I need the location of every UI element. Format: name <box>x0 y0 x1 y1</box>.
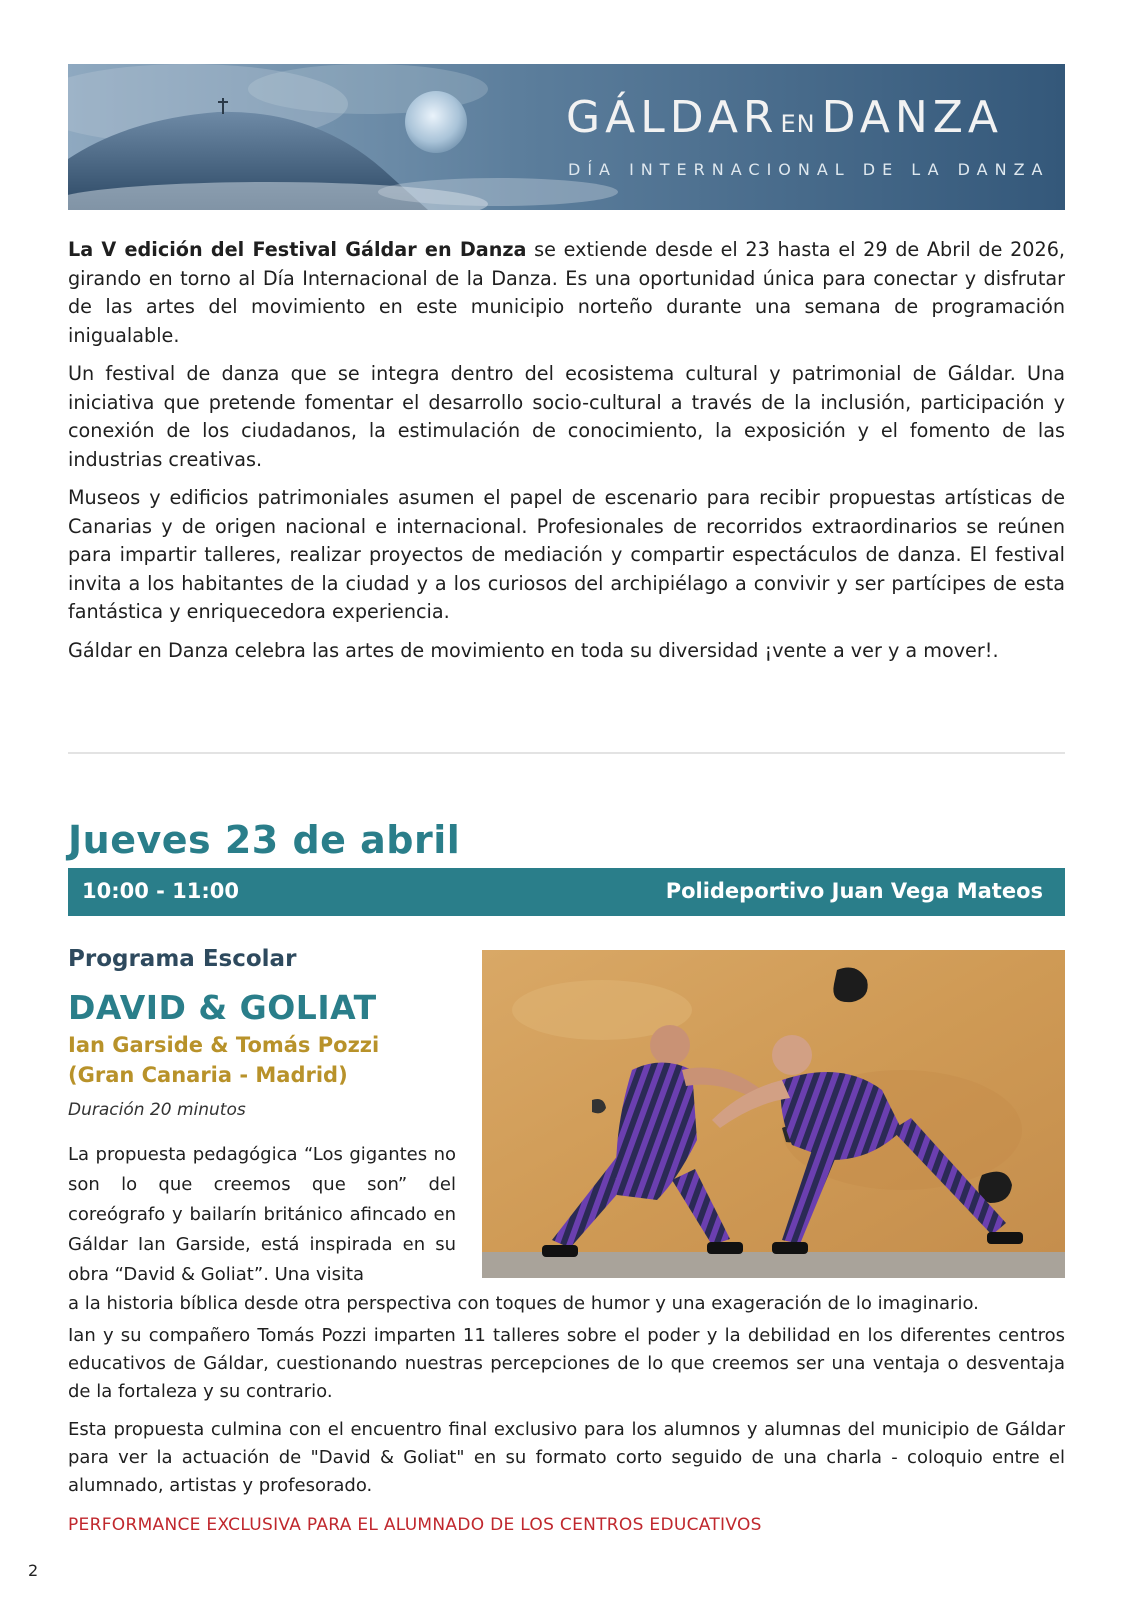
intro-paragraph-3: Museos y edificios patrimoniales asumen el papel de escenario para recibir propuestas artísticas de Canarias y de origen nacional e internacional. Profesionales de recorridos extraordinarios se reúnen para impartir talleres, realizar proyectos de mediación y compartir espectáculos de danza. El festival invita a los habitantes de la ciudad y a los curiosos del archipiélago a convivir y ser partícipes de esta fantástica y enriquecedora experiencia. <box>68 486 1065 623</box>
show-artists <box>68 1030 379 1090</box>
intro-text <box>68 236 1065 675</box>
artist-names: Ian Garside & Tomás Pozzi <box>68 1033 380 1057</box>
event-time: 10:00 - 11:00 <box>82 879 240 903</box>
section-divider <box>68 752 1065 754</box>
exclusive-performance-notice: PERFORMANCE EXCLUSIVA PARA EL ALUMNADO DE LOS CENTROS EDUCATIVOS <box>68 1515 762 1535</box>
program-label: Programa Escolar <box>68 946 297 972</box>
artist-origin: (Gran Canaria - Madrid) <box>68 1063 348 1087</box>
moon-icon <box>405 91 467 153</box>
show-duration: Duración 20 minutos <box>68 1100 246 1120</box>
show-description-2: Ian y su compañero Tomás Pozzi imparten 11 talleres sobre el poder y la debilidad en los diferentes centros educativos de Gáldar, cuestionando nuestras percepciones de lo que creemos ser una ventaja o desventaja de la fortaleza y su contrario. <box>68 1325 1065 1402</box>
show-description-1-continued: a la historia bíblica desde otra perspectiva con toques de humor y una exageración de lo imaginario. <box>68 1293 979 1314</box>
event-schedule-bar <box>68 868 1065 916</box>
intro-paragraph-4: Gáldar en Danza celebra las artes de movimiento en toda su diversidad ¡vente a ver y a mover!. <box>68 638 999 662</box>
intro-paragraph-2: Un festival de danza que se integra dentro del ecosistema cultural y patrimonial de Gáldar. Una iniciativa que pretende fomentar el desarrollo socio-cultural a través de la inclusión, participación y conexión de los ciudadanos, la estimulación de conocimiento, la exposición y el fomento de las industrias creativas. <box>68 362 1065 471</box>
banner-title: GÁLDAREN DANZA <box>566 92 1003 143</box>
show-description-3: Esta propuesta culmina con el encuentro final exclusivo para los alumnos y alumnas del municipio de Gáldar para ver la actuación de "David & Goliat" en su formato corto seguido de una charla - coloquio entre el alumnado, artistas y profesorado. <box>68 1419 1065 1496</box>
show-description-1: La propuesta pedagógica “Los gigantes no son lo que creemos que son” del coreógrafo y bailarín británico afincado en Gáldar Ian Garside, está inspirada en su obra “David & Goliat”. Una visita <box>68 1144 456 1285</box>
banner-subtitle: DÍA INTERNACIONAL DE LA DANZA <box>568 160 1050 179</box>
festival-banner <box>68 64 1065 210</box>
intro-paragraph-1: La V edición del Festival Gáldar en Danza se extiende desde el 23 hasta el 29 de Abril de 2026, girando en torno al Día Internacional de la Danza. Es una oportunidad única para conectar y disfrutar de las artes del movimiento en este municipio norteño durante una semana de programación inigualable. <box>68 238 1066 347</box>
show-title: DAVID & GOLIAT <box>68 988 377 1027</box>
show-photo <box>482 950 1065 1278</box>
page-number: 2 <box>28 1561 39 1580</box>
event-day-heading: Jueves 23 de abril <box>68 818 461 862</box>
event-venue: Polideportivo Juan Vega Mateos <box>665 879 1043 903</box>
